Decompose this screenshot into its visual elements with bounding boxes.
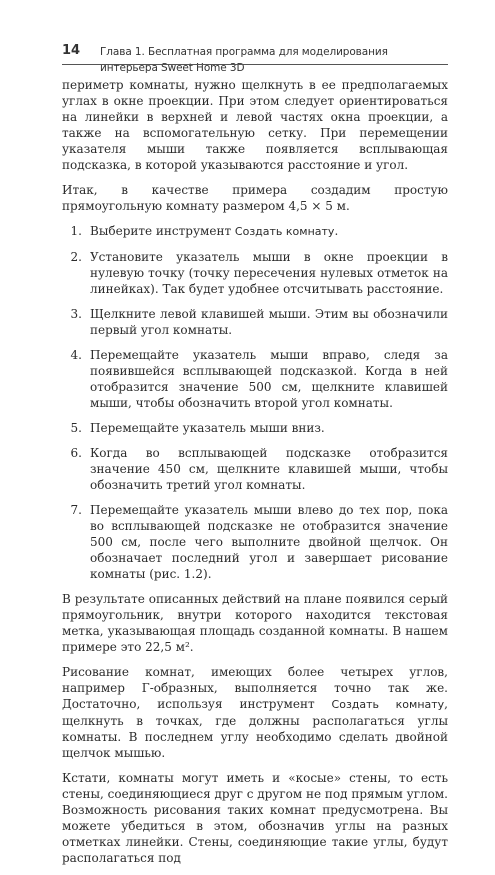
list-item bbox=[62, 249, 448, 297]
step-number: 7. bbox=[70, 503, 82, 517]
step-number: 2. bbox=[70, 250, 82, 264]
page-body bbox=[62, 77, 448, 875]
step-number: 4. bbox=[70, 348, 82, 362]
step-number: 1. bbox=[70, 224, 82, 238]
step-text: Перемещайте указатель мыши вправо, следя за появившейся всплывающей подсказкой. Когда в ней отобразится значение 500 см, щелкните клавишей мыши, чтобы обозначить второй угол комнаты. bbox=[90, 348, 448, 410]
step-number: 6. bbox=[70, 446, 82, 460]
step-number: 5. bbox=[70, 421, 82, 435]
paragraph: В результате описанных действий на плане появился серый прямоугольник, внутри которого находится текстовая метка, указывающая площадь созданной комнаты. В нашем примере это 22,5 м². bbox=[62, 592, 448, 654]
paragraph: Итак, в качестве примера создадим простую прямоугольную комнату размером 4,5 × 5 м. bbox=[62, 183, 448, 213]
paragraph: периметр комнаты, нужно щелкнуть в ее предполагаемых углах в окне проекции. При этом следует ориентироваться на линейки в верхней и левой частях окна проекции, а также на вспомогательную сетку. При перемещении указателя мыши также появляется всплывающая подсказка, в которой указываются расстояние и угол. bbox=[62, 78, 448, 172]
step-text: Установите указатель мыши в окне проекции в нулевую точку (точку пересечения нулевых отметок на линейках). Так будет удобнее отсчитывать расстояние. bbox=[90, 250, 448, 296]
list-item bbox=[62, 420, 448, 436]
list-item: 1. Выберите инструмент Создать комнату. bbox=[62, 223, 448, 240]
paragraph: Рисование комнат, имеющих более четырех углов, например Г-образных, выполняется точно так же. Достаточно, используя инструмент Создать комнату, щелкнуть в точках, где должны располагаться углы комнаты. В последнем углу необходимо сделать двойной щелчок мышью. bbox=[62, 665, 448, 760]
tool-name: Создать комнату bbox=[331, 698, 445, 711]
step-text: Перемещайте указатель мыши влево до тех пор, пока во всплывающей подсказке не отобразится значение 500 см, после чего выполните двойной щелчок. Он обозначает последний угол и завершает рисование комнаты (рис. 1.2). bbox=[90, 503, 448, 581]
header-divider bbox=[62, 64, 448, 65]
page-number: 14 bbox=[62, 43, 81, 58]
tool-name: Создать комнату bbox=[234, 225, 335, 238]
list-item bbox=[62, 347, 448, 411]
step-text: Выберите инструмент bbox=[90, 224, 235, 238]
step-text: Когда во всплывающей подсказке отобразится значение 450 см, щелкните клавишей мыши, чтобы обозначить третий угол комнаты. bbox=[90, 446, 448, 492]
steps-list bbox=[62, 223, 448, 582]
page-header bbox=[62, 43, 448, 74]
step-number: 3. bbox=[70, 307, 82, 321]
paragraph: Кстати, комнаты могут иметь и «косые» стены, то есть стены, соединяющиеся друг с другом не под прямым углом. Возможность рисования таких комнат предусмотрена. Вы можете убедиться в этом, обозначив углы на разных отметках линейки. Стены, соединяющие такие углы, будут располагаться под bbox=[62, 771, 448, 865]
list-item bbox=[62, 502, 448, 582]
list-item bbox=[62, 445, 448, 493]
step-text: Перемещайте указатель мыши вниз. bbox=[90, 421, 325, 435]
step-text: Щелкните левой клавишей мыши. Этим вы обозначили первый угол комнаты. bbox=[90, 307, 448, 337]
list-item bbox=[62, 306, 448, 338]
chapter-title: Глава 1. Бесплатная программа для моделирования интерьера Sweet Home 3D bbox=[100, 46, 388, 74]
